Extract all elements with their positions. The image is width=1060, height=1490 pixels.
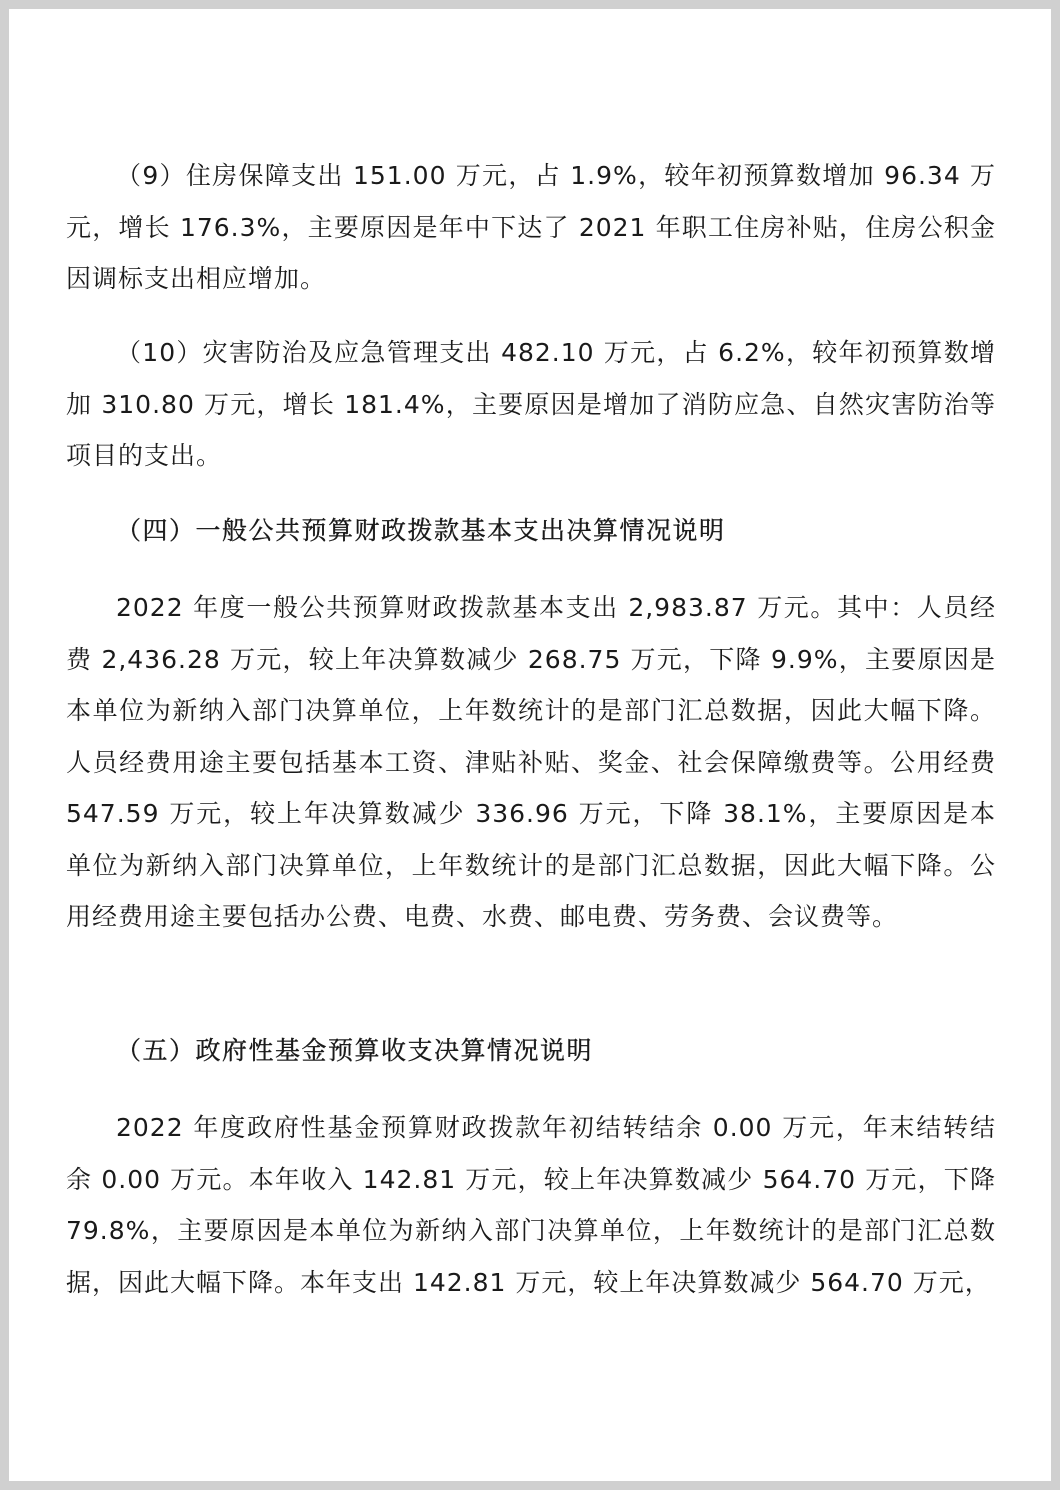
- paragraph-text: （10）灾害防治及应急管理支出 482.10 万元，占 6.2%，较年初预算数增加 310.80 万元，增长 181.4%，主要原因是增加了消防应急、自然灾害防治等项目的支出。: [66, 338, 996, 470]
- paragraph-text: 2022 年度政府性基金预算财政拨款年初结转结余 0.00 万元，年末结转结余 0.00 万元。本年收入 142.81 万元，较上年决算数减少 564.70 万元，下降 79.8%，主要原因是本单位为新纳入部门决算单位，上年数统计的是部门汇总数据，因此大幅下降。本年支出 142.81 万元，较上年决算数减少 564.70 万元，: [66, 1113, 996, 1297]
- paragraph-text: 2022 年度一般公共预算财政拨款基本支出 2,983.87 万元。其中：人员经费 2,436.28 万元，较上年决算数减少 268.75 万元，下降 9.9%，主要原因是本单位为新纳入部门决算单位，上年数统计的是部门汇总数据，因此大幅下降。人员经费用途主要包括基本工资、津贴补贴、奖金、社会保障缴费等。公用经费 547.59 万元，较上年决算数减少 336.96 万元，下降 38.1%，主要原因是本单位为新纳入部门决算单位，上年数统计的是部门汇总数据，因此大幅下降。公用经费用途主要包括办公费、电费、水费、邮电费、劳务费、会议费等。: [66, 593, 996, 931]
- section-heading-basic-expenditure: [66, 505, 996, 557]
- section-title: （四）一般公共预算财政拨款基本支出决算情况说明: [116, 516, 726, 545]
- section-title: （五）政府性基金预算收支决算情况说明: [116, 1036, 594, 1065]
- document-page: [9, 9, 1051, 1481]
- paragraph-housing-expenditure: [66, 150, 996, 305]
- paragraph-government-fund: [66, 1102, 996, 1308]
- paragraph-disaster-expenditure: [66, 327, 996, 482]
- section-heading-government-fund: [66, 1025, 996, 1077]
- paragraph-basic-expenditure: [66, 582, 996, 943]
- paragraph-text: （9）住房保障支出 151.00 万元，占 1.9%，较年初预算数增加 96.34 万元，增长 176.3%，主要原因是年中下达了 2021 年职工住房补贴，住房公积金因调标支出相应增加。: [66, 161, 996, 293]
